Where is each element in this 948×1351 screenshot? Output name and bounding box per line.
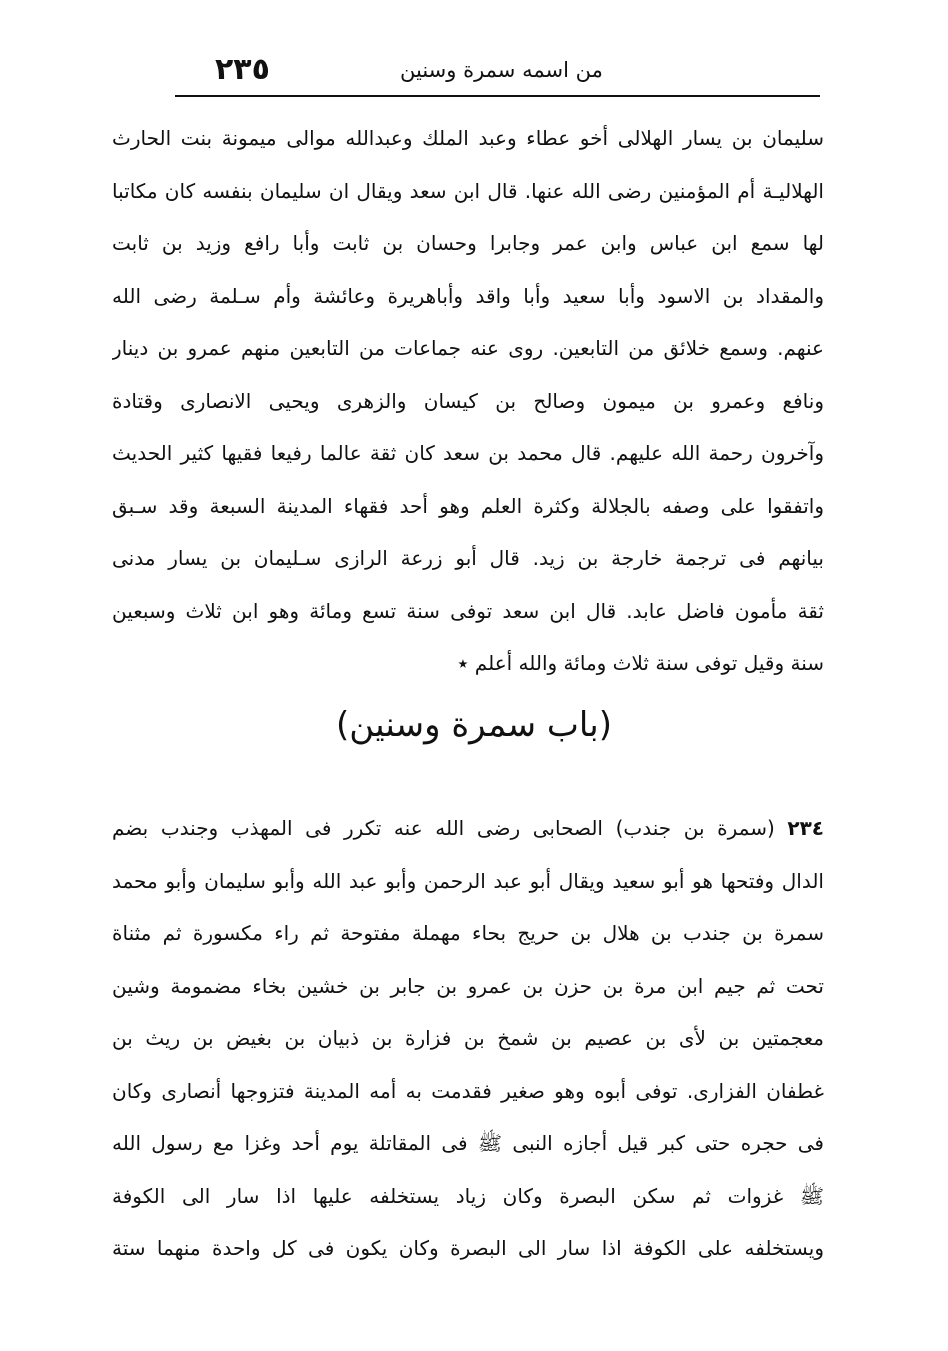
text-line: سمرة بن جندب بن هلال بن حريج بحاء مهملة مفتوحة ثم راء مكسورة ثم مثناة [112, 921, 824, 945]
text-line: ﷺ غزوات ثم سكن البصرة وكان زياد يستخلفه عليها اذا سار الى الكوفة [112, 1183, 824, 1208]
text-line: الدال وفتحها هو أبو سعيد ويقال أبو عبد الرحمن وأبو عبد الله وأبو سليمان وأبو محمد [112, 868, 824, 893]
text-line: فى حجره حتى كبر قيل أجازه النبى ﷺ فى المقاتلة يوم أحد وغزا مع رسول الله [112, 1131, 824, 1155]
text-line: ويستخلفه على الكوفة اذا سار الى البصرة وكان يكون فى كل واحدة منهما ستة [112, 1236, 824, 1260]
text-line: عنهم. وسمع خلائق من التابعين. روى عنه جماعات من التابعين منهم عمرو بن دينار [112, 336, 824, 360]
section-heading: (باب سمرة وسنين) [335, 705, 612, 745]
entry-number: ٢٣٤ [787, 816, 824, 840]
header-rule [175, 95, 820, 97]
page-header [175, 48, 820, 94]
text-line: لها سمع ابن عباس وابن عمر وجابرا وحسان بن ثابت وأبا رافع وزيد بن ثابت [112, 231, 824, 255]
top-text-block [112, 112, 824, 690]
text-line: غطفان الفزارى. توفى أبوه وهو صغير فقدمت به أمه المدينة فتزوجها أنصارى وكان [112, 1078, 824, 1103]
text-line: سنة وقيل توفى سنة ثلاث ومائة والله أعلم ٭ [457, 651, 824, 675]
entry-first-line [112, 802, 824, 855]
text-line: سليمان بن يسار الهلالى أخو عطاء وعبد الملك وعبدالله موالى ميمونة بنت الحارث [112, 126, 824, 150]
text-line: ثقة مأمون فاضل عابد. قال ابن سعد توفى سنة تسع ومائة وهو ابن ثلاث وسبعين [112, 598, 824, 623]
text-line: معجمتين بن لأى بن عصيم بن شمخ بن فزارة بن ذبيان بن بغيض بن ريث بن [112, 1026, 824, 1050]
text-line: تحت ثم جيم ابن مرة بن حزن بن عمرو بن جابر بن خشين بخاء مضمومة وشين [112, 973, 824, 998]
text-line: واتفقوا على وصفه بالجلالة وكثرة العلم وهو أحد فقهاء المدينة السبعة وقد سـبق [112, 493, 824, 518]
text-line: (سمرة بن جندب) الصحابى رضى الله عنه تكرر فى المهذب وجندب بضم [112, 816, 775, 840]
entry-text-block [112, 802, 824, 1275]
page-number: ٢٣٥ [215, 52, 270, 87]
text-line: وآخرون رحمة الله عليهم. قال محمد بن سعد كان ثقة عالما رفيعا فقيها كثير الحديث [112, 441, 824, 465]
text-line: ونافع وعمرو بن ميمون وصالح بن كيسان والزهرى ويحيى الانصارى وقتادة [112, 388, 824, 413]
text-line: بيانهم فى ترجمة خارجة بن زيد. قال أبو زرعة الرازى سـليمان بن يسار مدنى [112, 546, 824, 570]
text-line: الهلاليـة أم المؤمنين رضى الله عنها. قال ابن سعد ويقال ان سليمان بنفسه كان مكاتبا [112, 178, 824, 203]
text-line: والمقداد بن الاسود وأبا سعيد وأبا واقد وأباهريرة وعائشة وأم سـلمة رضى الله [112, 283, 824, 308]
running-head: من اسمه سمرة وسنين [400, 58, 603, 82]
